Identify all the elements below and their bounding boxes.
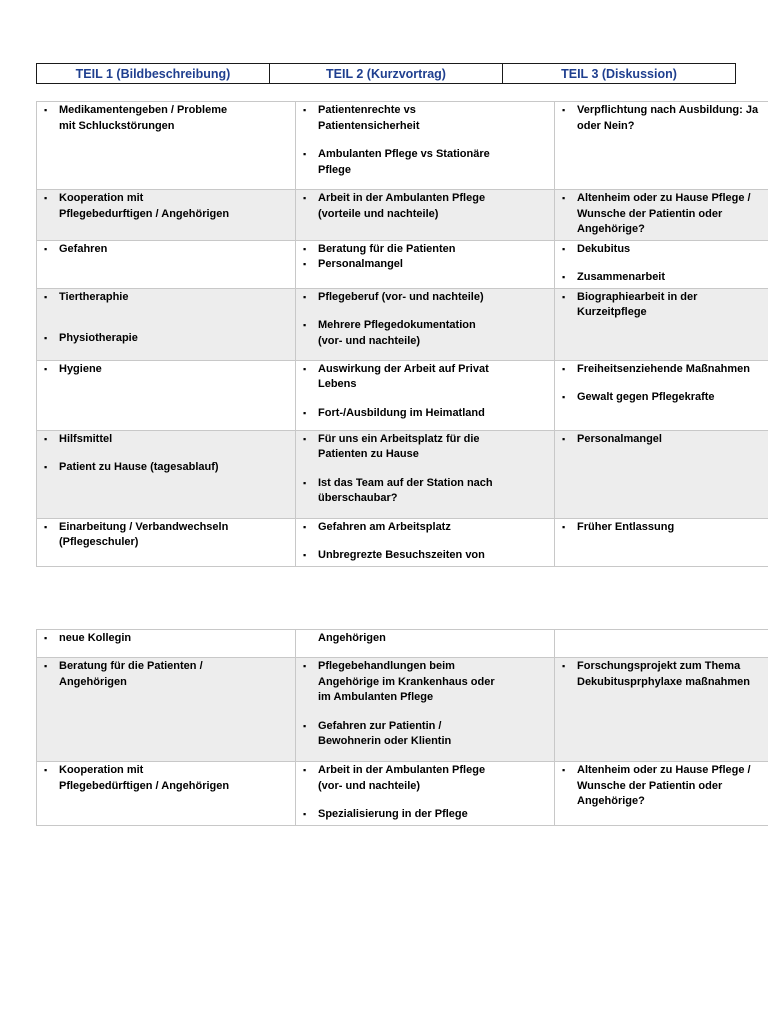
bullet-item <box>318 548 550 564</box>
item-text: Tiertheraphie <box>59 290 129 303</box>
cell-teil-1 <box>37 102 296 190</box>
item-text: Verpflichtung nach Ausbildung: Ja oder Nein? <box>577 104 759 132</box>
cell-teil-2 <box>296 288 555 360</box>
item-text: Freiheitsenziehende Maßnahmen <box>577 362 750 375</box>
bullet-item <box>318 719 550 750</box>
cell-teil-2 <box>296 430 555 518</box>
bullet-item <box>577 191 768 238</box>
cell-teil-1 <box>37 360 296 430</box>
item-text: Arbeit in der Ambulanten Pflege (vor- und nachteile) <box>318 764 486 792</box>
item-text: Für uns ein Arbeitsplatz für die Patienten zu Hause <box>318 432 480 460</box>
bullet-item <box>59 103 291 134</box>
topics-table-page-2 <box>36 629 768 826</box>
cell-teil-2 <box>296 658 555 762</box>
item-text: Einarbeitung / Verbandwechseln (Pflegeschuler) <box>59 520 229 548</box>
bullet-item <box>577 659 768 690</box>
bullet-item <box>59 460 291 476</box>
table-row <box>37 658 768 762</box>
bullet-item <box>318 257 550 273</box>
bullet-item <box>59 659 291 690</box>
item-text: Angehörigen <box>318 632 386 644</box>
bullet-item <box>318 290 550 306</box>
bullet-item <box>577 103 768 134</box>
cell-teil-3 <box>555 658 768 762</box>
cell-teil-3 <box>555 288 768 360</box>
bullet-item <box>577 520 768 536</box>
bullet-item <box>318 406 550 422</box>
item-text: Kooperation mit Pflegebedurftigen / Angehörigen <box>59 192 230 220</box>
cell-teil-2 <box>296 190 555 241</box>
continued-text <box>318 631 550 647</box>
bullet-item <box>318 362 550 393</box>
table-row <box>37 430 768 518</box>
item-text: Kooperation mit Pflegebedürftigen / Angehörigen <box>59 764 230 792</box>
header-teil-3: TEIL 3 (Diskussion) <box>503 64 736 84</box>
item-text: Patient zu Hause (tagesablauf) <box>59 461 219 473</box>
bullet-item <box>59 362 291 378</box>
bullet-item <box>577 432 768 448</box>
item-text: Gewalt gegen Pflegekrafte <box>577 391 715 403</box>
cell-teil-1 <box>37 762 296 826</box>
item-text: Ambulanten Pflege vs Stationäre Pflege <box>318 148 490 176</box>
table-row <box>37 518 768 566</box>
bullet-item <box>59 290 291 306</box>
bullet-item <box>577 390 768 406</box>
item-text: Hilfsmittel <box>59 432 113 445</box>
item-text: Arbeit in der Ambulanten Pflege (vorteile und nachteile) <box>318 192 486 220</box>
bullet-item <box>577 362 768 378</box>
cell-teil-3 <box>555 518 768 566</box>
item-text: Altenheim oder zu Hause Pflege / Wunsche der Patientin oder Angehörige? <box>577 192 751 235</box>
item-text: Medikamentengeben / Probleme mit Schluckstörungen <box>59 104 228 132</box>
cell-teil-3 <box>555 102 768 190</box>
bullet-item <box>318 147 550 178</box>
cell-teil-1 <box>37 288 296 360</box>
item-text: Personalmangel <box>318 258 403 270</box>
bullet-item <box>577 270 768 286</box>
header-teil-1: TEIL 1 (Bildbeschreibung) <box>37 64 270 84</box>
item-text: Hygiene <box>59 362 102 375</box>
cell-teil-3 <box>555 190 768 241</box>
table-row <box>37 360 768 430</box>
item-text: Zusammenarbeit <box>577 271 666 283</box>
item-text: Spezialisierung in der Pflege <box>318 808 468 820</box>
table-row <box>37 630 768 658</box>
item-text: Biographiearbeit in der Kurzeitpflege <box>577 290 698 318</box>
section-header-table <box>36 63 736 84</box>
table-row <box>37 102 768 190</box>
item-text: Altenheim oder zu Hause Pflege / Wunsche der Patientin oder Angehörige? <box>577 764 751 807</box>
bullet-item <box>318 763 550 794</box>
item-text: Gefahren zur Patientin / Bewohnerin oder Klientin <box>318 719 452 747</box>
item-text: Gefahren am Arbeitsplatz <box>318 520 451 533</box>
bullet-item <box>59 631 291 647</box>
bullet-item <box>318 807 550 823</box>
bullet-item <box>577 763 768 810</box>
cell-teil-1 <box>37 630 296 658</box>
cell-teil-3 <box>555 240 768 288</box>
item-text: Personalmangel <box>577 432 662 445</box>
bullet-item <box>318 476 550 507</box>
bullet-item <box>318 103 550 134</box>
cell-teil-2 <box>296 762 555 826</box>
item-text: Gefahren <box>59 242 108 255</box>
table-row <box>37 762 768 826</box>
bullet-item <box>318 318 550 349</box>
item-text: Ist das Team auf der Station nach überschaubar? <box>318 476 493 504</box>
item-text: Unbregrezte Besuchszeiten von <box>318 549 485 561</box>
item-text: Beratung für die Patienten / Angehörigen <box>59 660 203 688</box>
bullet-item <box>577 290 768 321</box>
cell-teil-1 <box>37 430 296 518</box>
cell-teil-2 <box>296 240 555 288</box>
cell-teil-2 <box>296 518 555 566</box>
cell-teil-3 <box>555 762 768 826</box>
bullet-item <box>59 763 291 794</box>
cell-teil-2 <box>296 102 555 190</box>
cell-teil-3 <box>555 360 768 430</box>
bullet-item <box>318 659 550 706</box>
table-row <box>37 190 768 241</box>
cell-teil-3 <box>555 430 768 518</box>
header-teil-2: TEIL 2 (Kurzvortrag) <box>270 64 503 84</box>
item-text: Physiotherapie <box>59 332 138 344</box>
item-text: Früher Entlassung <box>577 520 675 533</box>
bullet-item <box>318 520 550 536</box>
item-text: Dekubitus <box>577 242 631 255</box>
item-text: Fort-/Ausbildung im Heimatland <box>318 406 485 419</box>
bullet-item <box>59 191 291 222</box>
topics-table-page-1 <box>36 101 768 567</box>
cell-teil-3 <box>555 630 768 658</box>
item-text: Forschungsprojekt zum Thema Dekubitusprphylaxe maßnahmen <box>577 660 750 688</box>
table-row <box>37 240 768 288</box>
item-text: Patientenrechte vs Patientensicherheit <box>318 104 420 132</box>
item-text: Mehrere Pflegedokumentation (vor- und nachteile) <box>318 319 476 347</box>
bullet-item <box>318 191 550 222</box>
cell-teil-1 <box>37 190 296 241</box>
item-text: Beratung für die Patienten <box>318 242 456 255</box>
item-text: Auswirkung der Arbeit auf Privat Lebens <box>318 362 489 390</box>
bullet-item <box>318 432 550 463</box>
bullet-item <box>59 331 291 347</box>
item-text: Pflegeberuf (vor- und nachteile) <box>318 290 484 303</box>
table-row <box>37 288 768 360</box>
item-text: Pflegebehandlungen beim Angehörige im Krankenhaus oder im Ambulanten Pflege <box>318 660 495 703</box>
cell-teil-1 <box>37 240 296 288</box>
header-row <box>37 64 736 84</box>
bullet-item <box>318 242 550 258</box>
cell-teil-1 <box>37 518 296 566</box>
bullet-item <box>577 242 768 258</box>
cell-teil-2 <box>296 360 555 430</box>
bullet-item <box>59 242 291 258</box>
bullet-item <box>59 432 291 448</box>
cell-teil-1 <box>37 658 296 762</box>
cell-teil-2 <box>296 630 555 658</box>
item-text: neue Kollegin <box>59 632 132 644</box>
bullet-item <box>59 520 291 551</box>
